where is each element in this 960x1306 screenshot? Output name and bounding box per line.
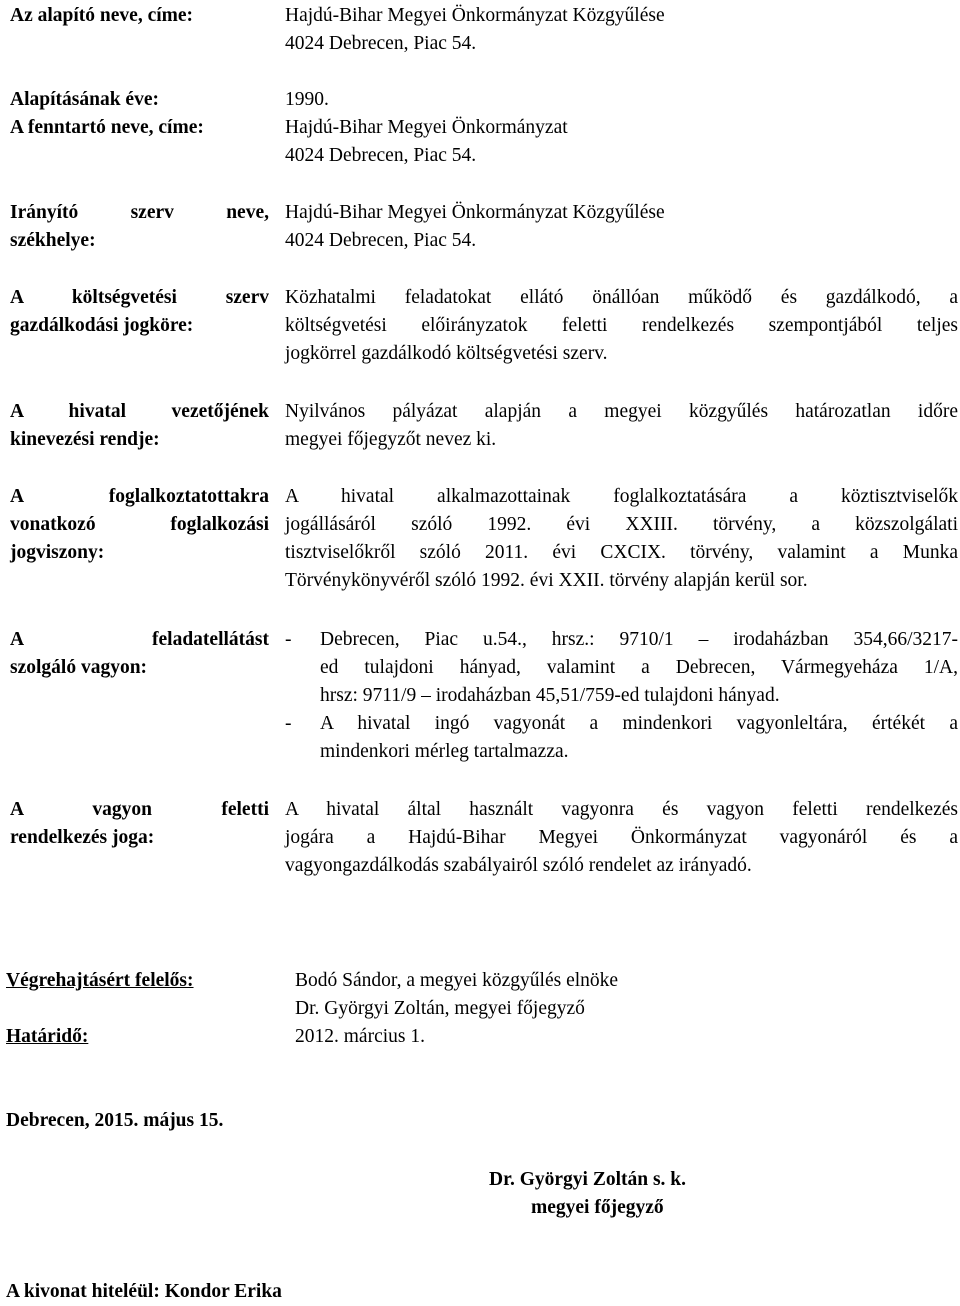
field-label: A foglalkoztatottakra vonatkozó foglalkozási jogviszony: xyxy=(10,486,269,563)
signature-name: Dr. Györgyi Zoltán s. k. xyxy=(489,1169,687,1190)
deadline-label: Határidő: xyxy=(6,1026,89,1047)
place-date: Debrecen, 2015. május 15. xyxy=(6,1110,224,1131)
field-label: A vagyon feletti rendelkezés joga: xyxy=(10,799,269,848)
field-value: Nyilvános pályázat alapján a megyei közgyűlés határozatlan időre megyei főjegyzőt nevez ki. xyxy=(285,401,958,450)
field-value: Hajdú-Bihar Megyei Önkormányzat 4024 Debrecen, Piac 54. xyxy=(285,117,568,166)
responsible-line: Bodó Sándor, a megyei közgyűlés elnöke xyxy=(295,970,619,991)
field-value: 1990. xyxy=(285,89,329,110)
field-label: A hivatal vezetőjének kinevezési rendje: xyxy=(10,401,269,450)
field-value: Hajdú-Bihar Megyei Önkormányzat Közgyűlése 4024 Debrecen, Piac 54. xyxy=(285,202,665,251)
field-value: A hivatal alkalmazottainak foglalkoztatására a köztisztviselők jogállásáról szóló 1992. évi XXIII. törvény, a közszolgálati tisztviselőkről szóló 2011. évi CXCIX. törvény, valamint a Munka Törvénykönyvéről szóló 1992. évi XXII. törvény alapján kerül sor. xyxy=(285,486,958,591)
field-label: Irányító szerv neve, székhelye: xyxy=(10,202,269,251)
responsible-label: Végrehajtásért felelős: xyxy=(6,970,194,991)
field-label: A feladatellátást szolgáló vagyon: xyxy=(10,629,269,678)
list-item: - Debrecen, Piac u.54., hrsz.: 9710/1 – irodaházban 354,66/3217- ed tulajdoni hányad, valamint a Debrecen, Vármegyeháza 1/A, hrsz: 9711/9 – irodaházban 45,51/759-ed tulajdoni hányad. xyxy=(285,629,958,706)
field-value: Közhatalmi feladatokat ellátó önállóan működő és gazdálkodó, a költségvetési előirányzatok feletti rendelkezés szempontjából teljes jogkörrel gazdálkodó költségvetési szerv. xyxy=(285,287,958,364)
list-item: - A hivatal ingó vagyonát a mindenkori vagyonleltára, értékét a mindenkori mérleg tartalmazza. xyxy=(285,713,958,762)
field-label: A költségvetési szerv gazdálkodási jogköre: xyxy=(10,287,269,336)
field-value xyxy=(285,626,958,766)
certified-copy: A kivonat hiteléül: Kondor Erika xyxy=(6,1281,282,1302)
signature-title: megyei főjegyző xyxy=(531,1197,664,1218)
field-value: A hivatal által használt vagyonra és vagyon feletti rendelkezés jogára a Hajdú-Bihar Megyei Önkormányzat vagyonáról és a vagyongazdálkodás szabályairól szóló rendelet az irányadó. xyxy=(285,799,958,876)
field-label: Az alapító neve, címe: xyxy=(10,5,194,26)
field-value: Hajdú-Bihar Megyei Önkormányzat Közgyűlése 4024 Debrecen, Piac 54. xyxy=(285,5,665,54)
field-label: A fenntartó neve, címe: xyxy=(10,117,204,138)
responsible-line: Dr. Györgyi Zoltán, megyei főjegyző xyxy=(295,998,585,1019)
field-label: Alapításának éve: xyxy=(10,89,159,110)
deadline-value: 2012. március 1. xyxy=(295,1026,425,1047)
